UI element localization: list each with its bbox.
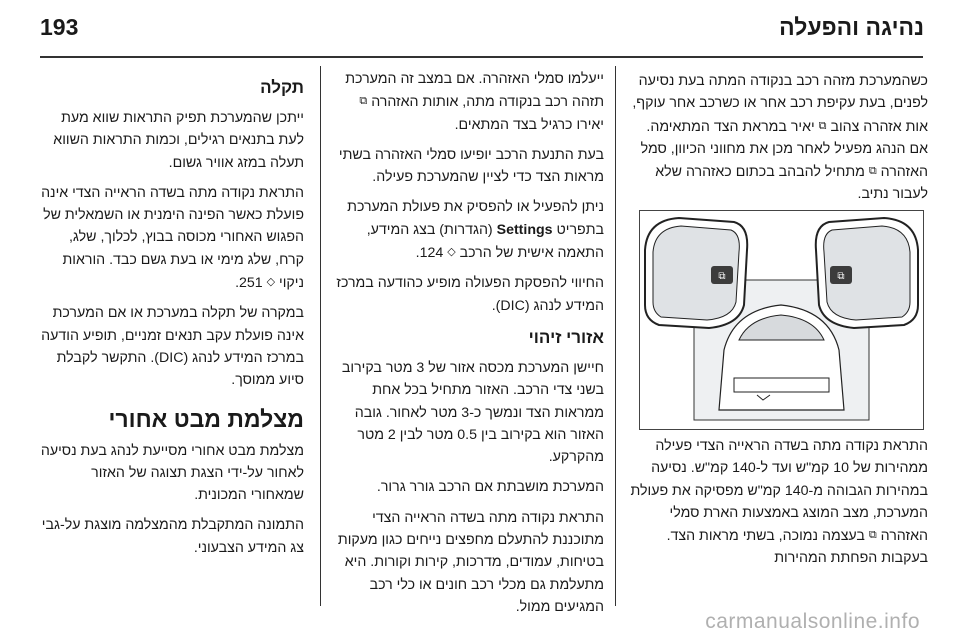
blind-spot-warning-icon: ⧉ bbox=[868, 529, 877, 542]
paragraph: בעת התנעת הרכב יופיעו סמלי האזהרה בשתי מראות הצד כדי לציין שהמערכת פעילה. bbox=[338, 146, 604, 186]
column-divider bbox=[320, 66, 321, 606]
figure-caption bbox=[624, 435, 928, 578]
svg-text:⧉: ⧉ bbox=[837, 271, 845, 282]
blind-spot-warning-icon: ⧉ bbox=[818, 119, 827, 132]
blind-spot-warning-icon: ⧉ bbox=[868, 165, 877, 178]
svg-text:⧉: ⧉ bbox=[718, 271, 726, 282]
right-column bbox=[624, 70, 928, 214]
paragraph: ניתן להפעיל או להפסיק את פעולת המערכת בתפריט Settings (הגדרות) בצג המידע, התאמה אישית של הרכב ◇ 124. bbox=[332, 196, 604, 264]
paragraph: מצלמת מבט אחורי מסייעת לנהג בעת נסיעה לאחור על-ידי הצגת תצוגה של האזור שמאחורי המכונית. bbox=[40, 442, 304, 504]
paragraph: המערכת מושבתת אם הרכב גורר גרור. bbox=[376, 479, 604, 496]
section-heading: אזורי זיהוי bbox=[528, 327, 604, 347]
paragraph: התראת נקודה מתה בשדה הראייה הצדי פעילה ממהירות של 10 קמ"ש ועד ל-140 קמ"ש. נסיעה במהירות הגבוהה מ-140 קמ"ש מפסיקה את פעולת המערכת, מצב המוצג באמצעות הארת סמלי האזהרה ⧉ בעצמה נמוכה, בשתי מראות הצד. בעקבות הפחתת המהירות bbox=[630, 438, 928, 567]
right-mirror bbox=[816, 218, 918, 328]
paragraph: ייעלמו סמלי האזהרה. אם במצב זה המערכת תזהה רכב בנקודה מתה, אותות האזהרה ⧉ יאירו כרגיל בצד המתאים. bbox=[345, 71, 604, 133]
page-reference[interactable]: 124 bbox=[419, 245, 444, 262]
paragraph: החיווי להפסקת הפעולה מופיע כהודעה במרכז המידע לנהג (DIC). bbox=[336, 275, 604, 314]
page-reference-icon: ◇ bbox=[447, 246, 456, 259]
paragraph: במקרה של תקלה במערכת או אם המערכת אינה פועלת עקב תנאים זמניים, תופיע הודעה במרכז המידע לנהג (DIC). התקשר לקבלת סיוע ממוסך. bbox=[41, 305, 304, 389]
header-rule bbox=[40, 56, 923, 58]
page-reference[interactable]: 251 bbox=[239, 275, 263, 292]
section-heading: תקלה bbox=[260, 78, 304, 97]
page-header bbox=[40, 14, 924, 54]
paragraph: כשהמערכת מזהה רכב בנקודה המתה בעת נסיעה לפנים, בעת עקיפת רכב אחר או כשרכב אחר עוקף, אות אזהרה צהוב ⧉ יאיר במראת הצד המתאימה. אם הנהג מפעיל לאחר מכן את מחווני הכיוון, סמל האזהרה ⧉ מתחיל להבהב בכתום כאזהרה שלא לעבור נתיב. bbox=[632, 73, 928, 203]
blind-spot-warning-icon: ⧉ bbox=[359, 95, 368, 108]
page-number: 193 bbox=[40, 14, 79, 40]
paragraph: ייתכן שהמערכת תפיק התראות שווא מעת לעת בתנאים רגילים, וכמות התראות השווא תעלה במזג אוויר גשום. bbox=[53, 110, 304, 171]
page-reference-icon: ◇ bbox=[266, 276, 276, 289]
paragraph: התראת נקודה מתה בשדה הראייה הצדי אינה פועלת כאשר הפינה הימנית או השמאלית של הפגוש האחורי מכוסה בבוץ, לכלוך, שלג, קרח, שלג מימי או בעת גשם כבד. הוראות ניקוי ◇ 251. bbox=[40, 182, 304, 294]
mirror-illustration bbox=[639, 210, 924, 430]
page-title: נהיגה והפעלה bbox=[779, 14, 924, 40]
section-heading: מצלמת מבט אחורי bbox=[108, 405, 304, 432]
left-mirror bbox=[645, 218, 747, 328]
paragraph: חיישן המערכת מכסה אזור של 3 מטר בקירוב בשני צדי הרכב. האזור מתחיל בכל אחת ממראות הצד ונמשך כ-3 מטר לאחור. גובה האזור הוא בקירוב בין 0.5 מטר לבין 2 מטר מהקרקע. bbox=[341, 359, 604, 466]
settings-menu-name: Settings bbox=[496, 221, 553, 238]
middle-column bbox=[332, 68, 604, 626]
paragraph: התראת נקודה מתה בשדה הראייה הצדי מתוכננת להתעלם מחפצים נייחים כגון מעקות בטיחות, עמודים, מדרכות, קירות וקורות. היא מתעלמת גם מכלי רכב חונים או כלי רכב המגיעים ממול. bbox=[337, 509, 604, 615]
column-divider bbox=[615, 66, 616, 606]
paragraph: התמונה המתקבלת מהמצלמה מוצגת על-גבי צג המידע הצבעוני. bbox=[41, 517, 304, 556]
watermark: carmanualsonline.info bbox=[705, 610, 920, 633]
left-column bbox=[40, 75, 304, 567]
